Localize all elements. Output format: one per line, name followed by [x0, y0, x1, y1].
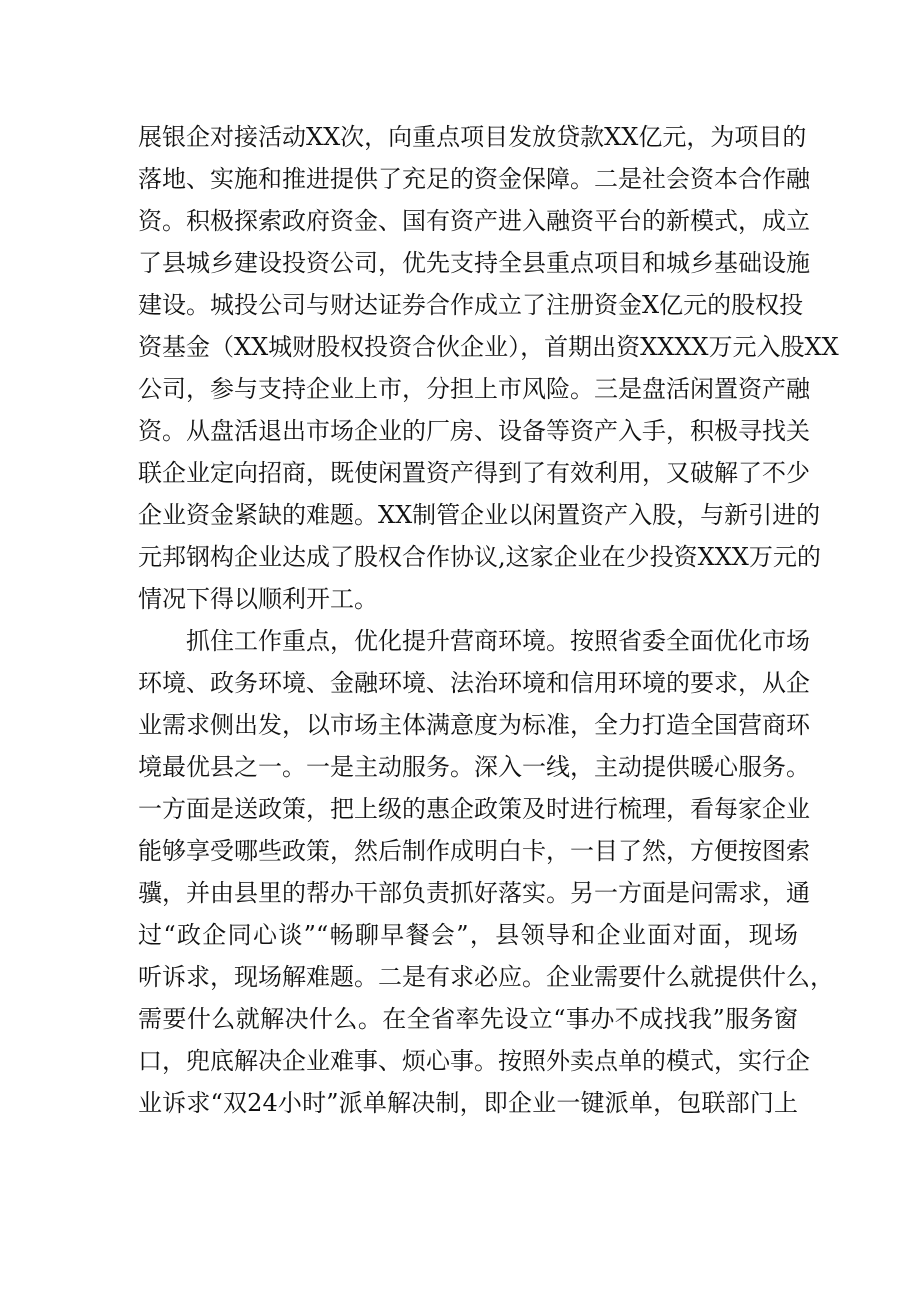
- text-line: 展银企对接活动XX次，向重点项目发放贷款XX亿元，为项目的: [138, 123, 807, 151]
- text-line: 需要什么就解决什么。在全省率先设立“事办不成找我”服务窗: [138, 1005, 798, 1033]
- text-line: 口，兜底解决企业难事、烦心事。按照外卖点单的模式，实行企: [138, 1047, 810, 1075]
- paragraph-2: [138, 620, 834, 1124]
- text-line: 落地、实施和推进提供了充足的资金保障。二是社会资本合作融: [138, 165, 810, 193]
- text-line: 抓住工作重点，优化提升营商环境。按照省委全面优化市场: [186, 627, 810, 655]
- text-line: 一方面是送政策，把上级的惠企政策及时进行梳理，看每家企业: [138, 795, 810, 823]
- text-line: 企业资金紧缺的难题。XX制管企业以闲置资产入股，与新引进的: [138, 501, 821, 529]
- text-line: 建设。城投公司与财达证券合作成立了注册资金X亿元的股权投: [138, 291, 804, 319]
- paragraph-1: [138, 116, 839, 620]
- text-line: 业诉求“双24小时”派单解决制，即企业一键派单，包联部门上: [138, 1089, 798, 1117]
- text-line: 公司，参与支持企业上市，分担上市风险。三是盘活闲置资产融: [138, 375, 810, 403]
- text-line: 过“政企同心谈”“畅聊早餐会”，县领导和企业面对面，现场: [138, 921, 798, 949]
- text-line: 了县城乡建设投资公司，优先支持全县重点项目和城乡基础设施: [138, 249, 810, 277]
- text-line: 资。积极探索政府资金、国有资产进入融资平台的新模式，成立: [138, 207, 810, 235]
- text-line: 元邦钢构企业达成了股权合作协议,这家企业在少投资XXX万元的: [138, 543, 821, 571]
- text-line: 听诉求，现场解难题。二是有求必应。企业需要什么就提供什么，: [138, 963, 834, 991]
- text-line: 资。从盘活退出市场企业的厂房、设备等资产入手，积极寻找关: [138, 417, 810, 445]
- text-line: 业需求侧出发，以市场主体满意度为标准，全力打造全国营商环: [138, 711, 810, 739]
- text-line: 骥，并由县里的帮办干部负责抓好落实。另一方面是问需求，通: [138, 879, 810, 907]
- text-line: 联企业定向招商，既使闲置资产得到了有效利用，又破解了不少: [138, 459, 810, 487]
- text-line: 环境、政务环境、金融环境、法治环境和信用环境的要求，从企: [138, 669, 810, 697]
- text-line: 情况下得以顺利开工。: [138, 585, 378, 613]
- text-line: 资基金（XX城财股权投资合伙企业），首期出资XXXX万元入股XX: [138, 333, 839, 361]
- text-line: 境最优县之一。一是主动服务。深入一线，主动提供暖心服务。: [138, 753, 810, 781]
- document-body: [138, 116, 839, 1124]
- text-line: 能够享受哪些政策，然后制作成明白卡，一目了然，方便按图索: [138, 837, 810, 865]
